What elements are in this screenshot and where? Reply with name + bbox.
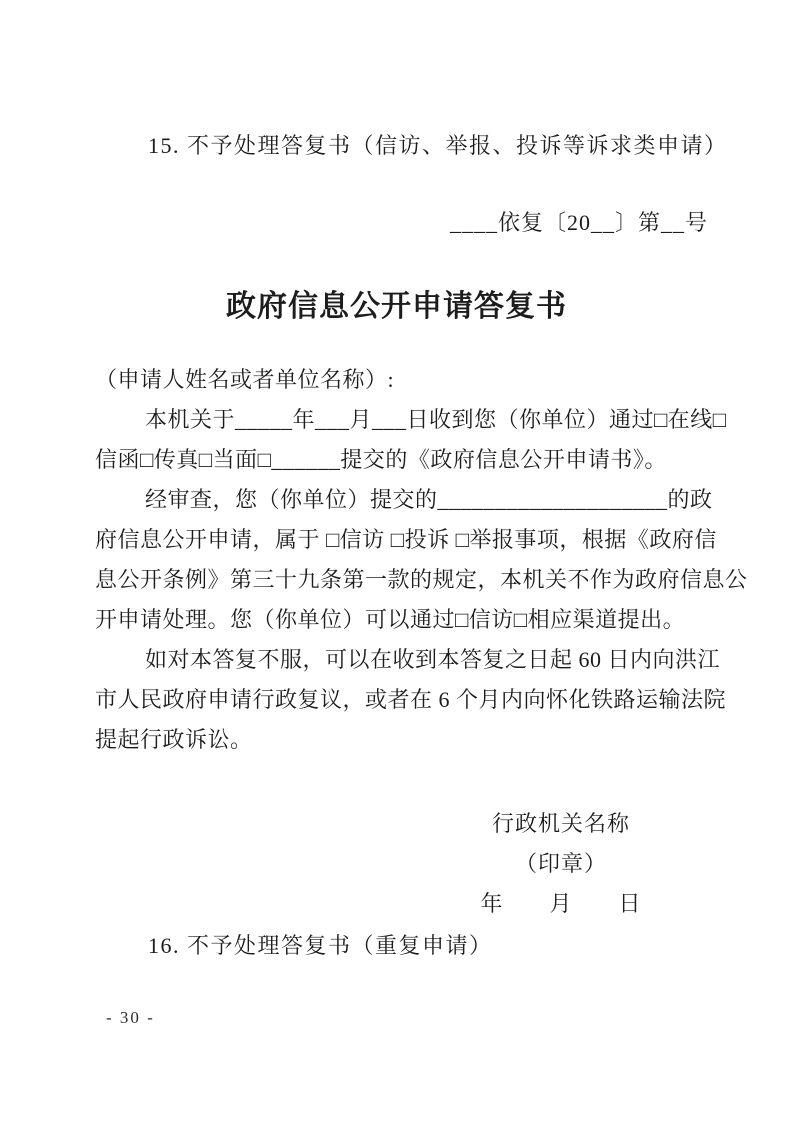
signature-block — [455, 804, 667, 924]
page-number: - 30 - — [106, 1008, 155, 1027]
document-body — [95, 360, 748, 760]
body-line: 提起行政诉讼。 — [95, 727, 253, 752]
salutation-line: （申请人姓名或者单位名称）: — [95, 367, 395, 392]
body-line: 息公开条例》第三十九条第一款的规定，本机关不作为政府信息公 — [95, 567, 748, 592]
signature-org-name: 行政机关名称 — [491, 811, 630, 836]
body-line: 如对本答复不服，可以在收到本答复之日起 60 日内向洪江 — [145, 647, 721, 672]
body-line: 府信息公开申请，属于 □信访 □投诉 □举报事项，根据《政府信 — [95, 527, 717, 552]
body-line: 市人民政府申请行政复议，或者在 6 个月内向怀化铁路运输法院 — [95, 687, 727, 712]
signature-seal: （印章） — [514, 851, 607, 876]
signature-date: 年 月 日 — [480, 891, 642, 916]
item-15-heading: 15. 不予处理答复书（信访、举报、投诉等诉求类申请） — [148, 133, 728, 158]
body-line: 信函□传真□当面□______提交的《政府信息公开申请书》。 — [95, 447, 667, 472]
body-line: 本机关于_____年___月___日收到您（你单位）通过□在线□ — [145, 407, 727, 432]
document-title: 政府信息公开申请答复书 — [226, 290, 567, 323]
doc-number-line: ____依复〔20__〕第__号 — [449, 210, 708, 235]
body-line: 开申请处理。您（你单位）可以通过□信访□相应渠道提出。 — [95, 607, 686, 632]
item-16-heading: 16. 不予处理答复书（重复申请） — [148, 933, 493, 958]
body-line: 经审查，您（你单位）提交的____________________的政 — [145, 487, 713, 512]
